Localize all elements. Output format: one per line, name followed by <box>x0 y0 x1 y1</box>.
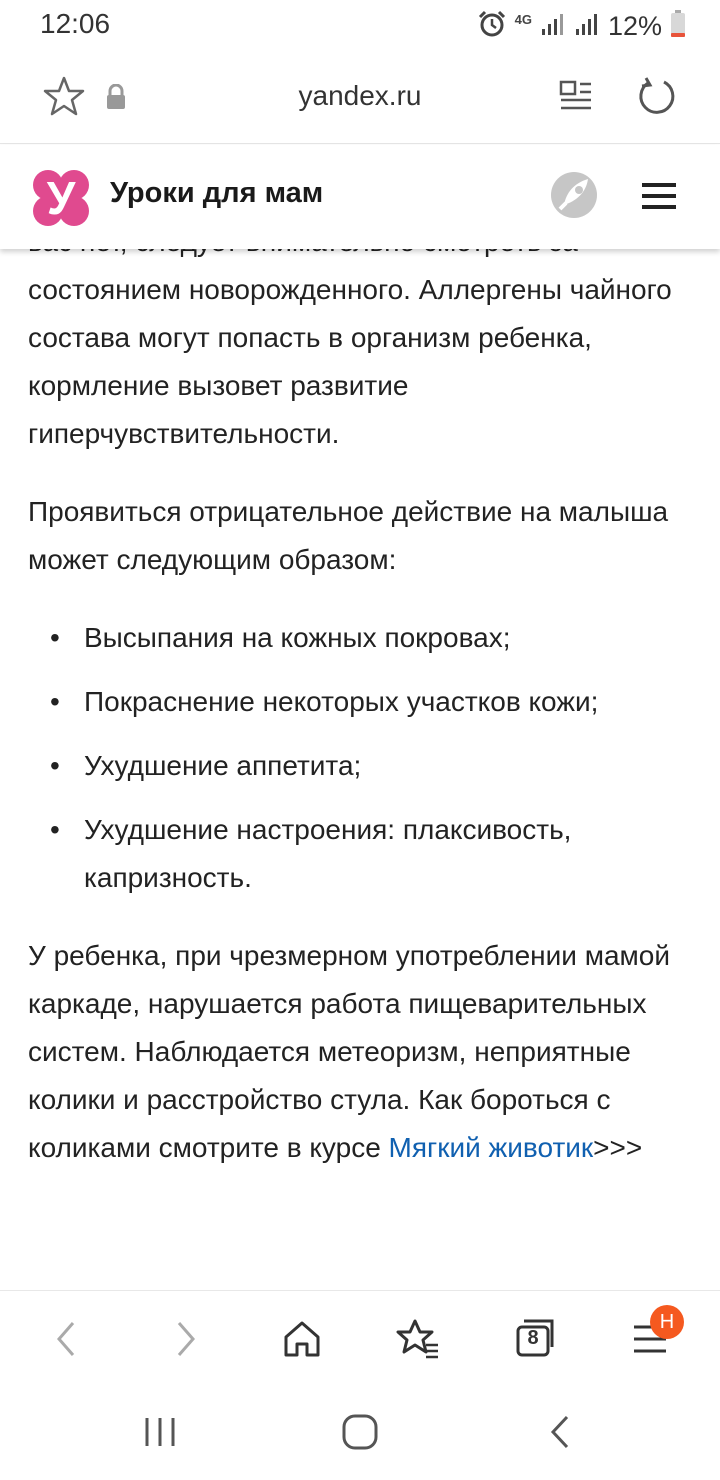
recent-apps-icon[interactable] <box>140 1410 180 1454</box>
site-header <box>0 145 720 249</box>
network-type-label: 4G <box>514 11 532 27</box>
browser-address-bar <box>0 52 720 144</box>
article-paragraph <box>28 932 698 1172</box>
tabs-button[interactable] <box>504 1309 564 1369</box>
signal-icon-2 <box>574 11 600 42</box>
system-back-icon[interactable] <box>540 1410 580 1454</box>
forward-icon[interactable] <box>156 1309 216 1369</box>
symptom-list <box>28 614 698 902</box>
article-paragraph: Проявиться отрицательное действие на малыша может следующим образом: <box>28 496 669 575</box>
status-time: 12:06 <box>40 8 111 39</box>
back-icon[interactable] <box>36 1309 96 1369</box>
battery-icon <box>670 10 686 43</box>
reader-mode-icon[interactable] <box>556 76 596 116</box>
reload-icon[interactable] <box>634 74 678 118</box>
link-suffix: >>> <box>593 1132 643 1163</box>
rocket-icon[interactable] <box>548 169 600 221</box>
home-button-icon[interactable] <box>338 1410 382 1454</box>
list-item: • Высыпания на кожных покровах; <box>28 614 698 662</box>
article-paragraph <box>28 218 698 458</box>
battery-level: 12% <box>607 10 662 41</box>
status-bar <box>0 0 720 52</box>
article-content <box>28 218 698 1286</box>
menu-icon[interactable] <box>640 181 678 211</box>
system-navigation-bar <box>0 1385 720 1480</box>
list-item: • Покраснение некоторых участков кожи; <box>28 678 698 726</box>
paragraph-text: состоянием новорожденного. Аллергены чайного состава могут попасть в организм ребенка, кормление вызовет развитие гиперчувствительности. <box>28 274 672 449</box>
home-icon[interactable] <box>272 1309 332 1369</box>
site-logo-letter: У <box>46 172 76 224</box>
tab-count: 8 <box>527 1327 539 1349</box>
list-item: • Ухудшение аппетита; <box>28 742 698 790</box>
browser-toolbar <box>0 1290 720 1385</box>
status-icons <box>477 6 686 46</box>
paragraph-text: У ребенка, при чрезмерном употреблении мамой каркаде, нарушается работа пищеварительных систем. Наблюдается метеоризм, неприятные колики и расстройство стула. Как бороться с коликами смотрите в курсе <box>28 940 670 1163</box>
list-item: • Ухудшение настроения: плаксивость, капризность. <box>28 806 698 902</box>
url-field[interactable]: yandex.ru <box>298 80 422 111</box>
browser-menu-button[interactable] <box>620 1309 680 1369</box>
alarm-icon <box>477 9 507 44</box>
signal-icon <box>540 11 566 42</box>
bookmarks-icon[interactable] <box>388 1309 448 1369</box>
site-logo[interactable] <box>28 165 94 231</box>
notification-badge: Н <box>650 1305 684 1339</box>
site-title[interactable]: Уроки для мам <box>110 177 324 209</box>
course-link[interactable]: Мягкий животик <box>388 1132 594 1163</box>
